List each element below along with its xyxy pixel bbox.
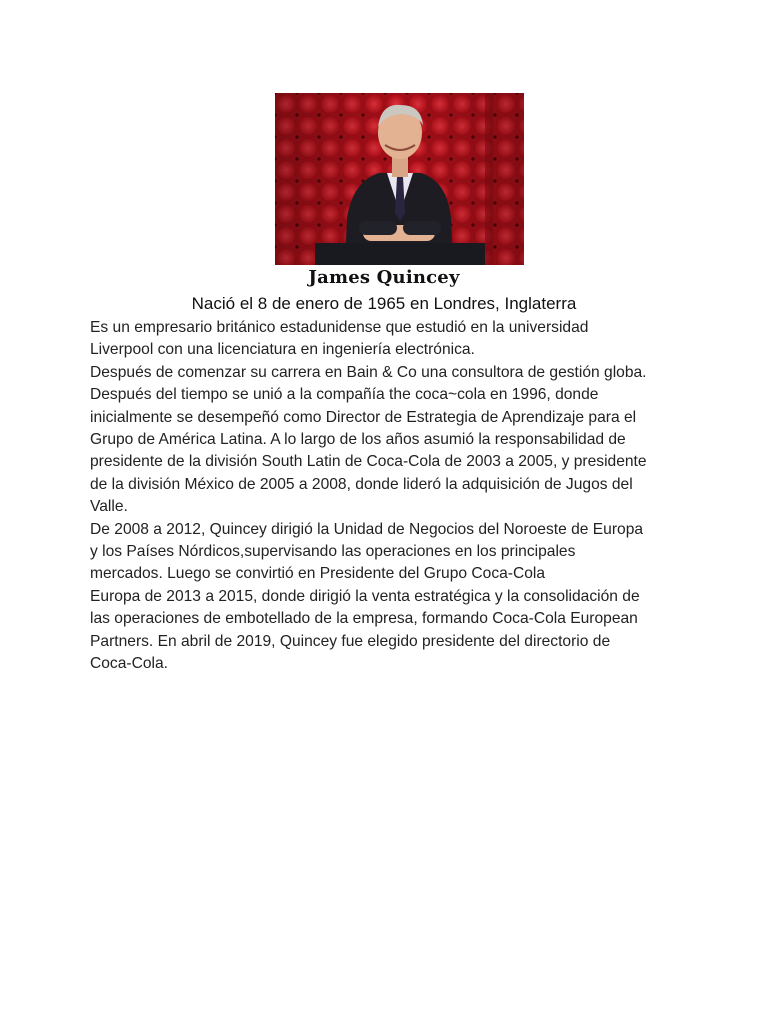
body-line: Liverpool con una licenciatura en ingeniería electrónica.: [90, 341, 475, 359]
body-line: inicialmente se desempeñó como Director de Estrategia de Aprendizaje para el: [90, 408, 637, 426]
body-line: y los Países Nórdicos,supervisando las operaciones en los principales: [90, 543, 576, 561]
document-title: James Quincey: [308, 267, 460, 288]
body-line: Valle.: [90, 498, 128, 516]
body-line: de la división México de 2005 a 2008, donde lideró la adquisición de Jugos del: [90, 475, 633, 493]
portrait-photo: [275, 93, 524, 265]
body-line: Europa de 2013 a 2015, donde dirigió la venta estratégica y la consolidación de: [90, 587, 640, 605]
body-line: mercados. Luego se convirtió en Presidente del Grupo Coca-Cola: [90, 565, 546, 583]
body-line: presidente de la división South Latin de Coca-Cola de 2003 a 2005, y presidente: [90, 453, 647, 471]
biography-paragraph: [90, 317, 690, 676]
body-line: Grupo de América Latina. A lo largo de los años asumió la responsabilidad de: [90, 431, 626, 449]
body-line: Después de comenzar su carrera en Bain & Co una consultora de gestión globa.: [90, 363, 647, 381]
body-line: las operaciones de embotellado de la empresa, formando Coca-Cola European: [90, 610, 638, 628]
body-line: De 2008 a 2012, Quincey dirigió la Unidad de Negocios del Noroeste de Europa: [90, 520, 644, 538]
body-line: Después del tiempo se unió a la compañía the coca~cola en 1996, donde: [90, 386, 599, 404]
document-subtitle: Nació el 8 de enero de 1965 en Londres, Inglaterra: [191, 294, 577, 313]
body-line: Partners. En abril de 2019, Quincey fue elegido presidente del directorio de: [90, 632, 611, 650]
body-line: Es un empresario británico estadunidense que estudió en la universidad: [90, 319, 589, 336]
body-line: Coca-Cola.: [90, 655, 168, 673]
